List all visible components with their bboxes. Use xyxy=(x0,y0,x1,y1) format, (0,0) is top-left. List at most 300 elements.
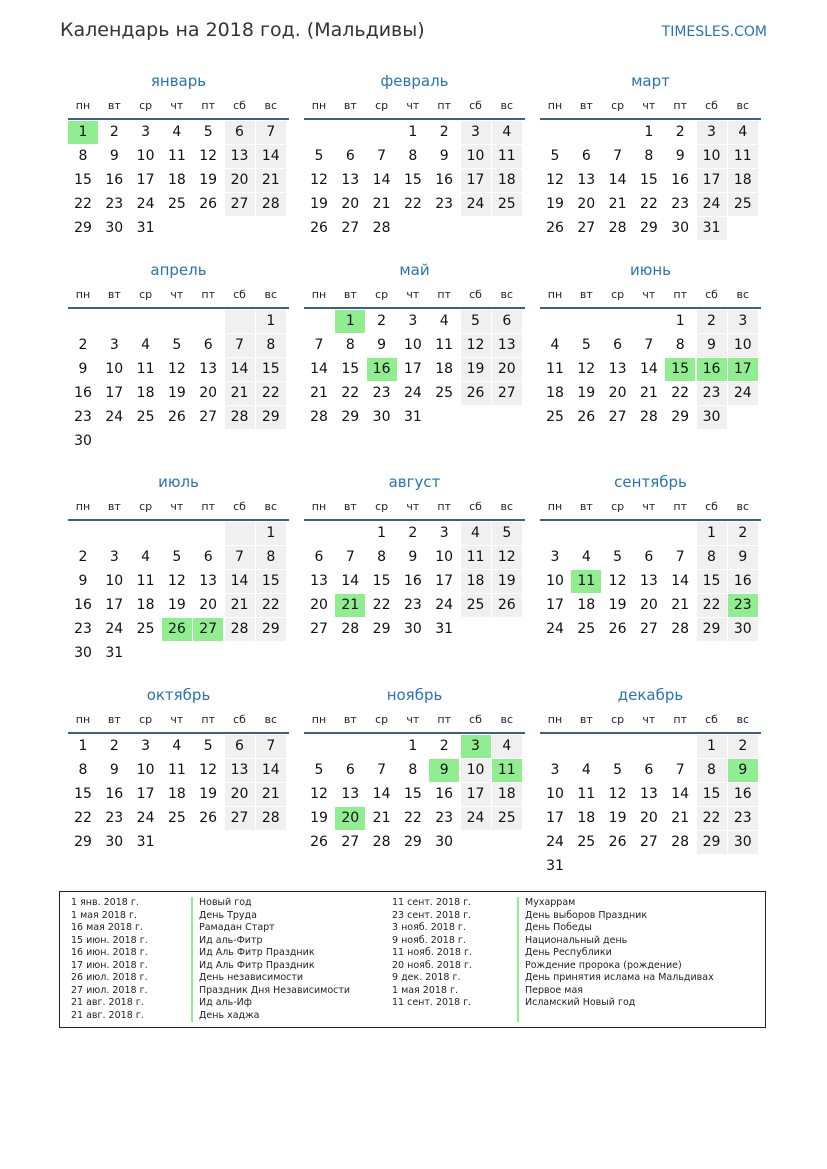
day-cell[interactable]: 28 xyxy=(225,618,255,641)
day-cell[interactable]: 29 xyxy=(74,220,92,236)
day-cell[interactable]: 5 xyxy=(314,762,324,778)
day-cell[interactable]: 23 xyxy=(435,196,454,212)
day-cell[interactable]: 19 xyxy=(310,810,328,826)
day-cell[interactable]: 3 xyxy=(109,549,119,565)
day-cell[interactable]: 9 xyxy=(408,549,418,565)
day-cell[interactable]: 14 xyxy=(225,570,255,593)
day-cell[interactable]: 7 xyxy=(613,148,623,164)
day-cell[interactable]: 12 xyxy=(546,172,564,188)
day-cell[interactable]: 9 xyxy=(728,546,758,569)
day-cell[interactable]: 5 xyxy=(172,337,182,353)
day-cell[interactable]: 11 xyxy=(136,573,155,589)
day-cell[interactable]: 1 xyxy=(644,124,654,140)
day-cell[interactable]: 25 xyxy=(492,193,522,216)
day-cell[interactable]: 29 xyxy=(256,406,286,429)
day-cell[interactable]: 31 xyxy=(105,645,124,661)
day-cell[interactable]: 22 xyxy=(256,594,286,617)
holiday-day-cell[interactable]: 16 xyxy=(697,358,727,381)
day-cell[interactable]: 17 xyxy=(105,385,124,401)
day-cell[interactable]: 11 xyxy=(167,762,186,778)
day-cell[interactable]: 2 xyxy=(728,522,758,545)
day-cell[interactable]: 21 xyxy=(256,783,286,806)
day-cell[interactable]: 8 xyxy=(377,549,387,565)
day-cell[interactable]: 18 xyxy=(435,361,454,377)
day-cell[interactable]: 5 xyxy=(461,310,491,333)
day-cell[interactable]: 28 xyxy=(341,621,360,637)
day-cell[interactable]: 27 xyxy=(577,220,596,236)
day-cell[interactable]: 30 xyxy=(74,645,92,661)
day-cell[interactable]: 31 xyxy=(546,858,564,874)
day-cell[interactable]: 29 xyxy=(671,409,690,425)
day-cell[interactable]: 4 xyxy=(492,735,522,758)
day-cell[interactable]: 18 xyxy=(136,385,155,401)
day-cell[interactable]: 17 xyxy=(403,361,422,377)
day-cell[interactable]: 24 xyxy=(546,834,564,850)
day-cell[interactable]: 17 xyxy=(105,597,124,613)
day-cell[interactable]: 22 xyxy=(341,385,360,401)
day-cell[interactable]: 9 xyxy=(78,361,88,377)
day-cell[interactable]: 22 xyxy=(639,196,658,212)
holiday-day-cell[interactable]: 3 xyxy=(461,735,491,758)
day-cell[interactable]: 12 xyxy=(310,786,328,802)
day-cell[interactable]: 15 xyxy=(372,573,391,589)
day-cell[interactable]: 30 xyxy=(105,834,124,850)
day-cell[interactable]: 16 xyxy=(435,172,454,188)
day-cell[interactable]: 24 xyxy=(105,621,124,637)
day-cell[interactable]: 29 xyxy=(697,831,727,854)
day-cell[interactable]: 5 xyxy=(550,148,560,164)
day-cell[interactable]: 3 xyxy=(141,738,151,754)
day-cell[interactable]: 10 xyxy=(105,361,124,377)
day-cell[interactable]: 8 xyxy=(697,546,727,569)
day-cell[interactable]: 4 xyxy=(141,337,151,353)
day-cell[interactable]: 19 xyxy=(546,196,564,212)
day-cell[interactable]: 13 xyxy=(199,573,218,589)
day-cell[interactable]: 12 xyxy=(199,148,218,164)
day-cell[interactable]: 27 xyxy=(310,621,328,637)
day-cell[interactable]: 23 xyxy=(728,807,758,830)
day-cell[interactable]: 15 xyxy=(403,786,422,802)
day-cell[interactable]: 27 xyxy=(225,807,255,830)
day-cell[interactable]: 24 xyxy=(403,385,422,401)
day-cell[interactable]: 30 xyxy=(74,433,92,449)
day-cell[interactable]: 16 xyxy=(105,172,124,188)
day-cell[interactable]: 16 xyxy=(435,786,454,802)
day-cell[interactable]: 27 xyxy=(608,409,627,425)
day-cell[interactable]: 2 xyxy=(109,124,119,140)
holiday-day-cell[interactable]: 15 xyxy=(665,358,695,381)
day-cell[interactable]: 3 xyxy=(550,762,560,778)
day-cell[interactable]: 16 xyxy=(403,573,422,589)
day-cell[interactable]: 3 xyxy=(439,525,449,541)
day-cell[interactable]: 8 xyxy=(644,148,654,164)
day-cell[interactable]: 16 xyxy=(728,783,758,806)
day-cell[interactable]: 19 xyxy=(492,570,522,593)
day-cell[interactable]: 13 xyxy=(577,172,596,188)
day-cell[interactable]: 19 xyxy=(310,196,328,212)
day-cell[interactable]: 27 xyxy=(341,834,360,850)
day-cell[interactable]: 30 xyxy=(372,409,391,425)
day-cell[interactable]: 15 xyxy=(697,570,727,593)
day-cell[interactable]: 22 xyxy=(671,385,690,401)
day-cell[interactable]: 29 xyxy=(372,621,391,637)
day-cell[interactable]: 20 xyxy=(639,597,658,613)
day-cell[interactable]: 31 xyxy=(435,621,454,637)
day-cell[interactable]: 28 xyxy=(639,409,658,425)
day-cell[interactable]: 25 xyxy=(136,621,155,637)
day-cell[interactable]: 7 xyxy=(345,549,355,565)
day-cell[interactable]: 27 xyxy=(341,220,360,236)
day-cell[interactable]: 7 xyxy=(256,735,286,758)
day-cell[interactable]: 8 xyxy=(256,546,286,569)
day-cell[interactable]: 25 xyxy=(435,385,454,401)
day-cell[interactable]: 25 xyxy=(546,409,564,425)
day-cell[interactable]: 28 xyxy=(225,406,255,429)
day-cell[interactable]: 8 xyxy=(408,762,418,778)
day-cell[interactable]: 6 xyxy=(613,337,623,353)
day-cell[interactable]: 21 xyxy=(225,594,255,617)
day-cell[interactable]: 20 xyxy=(492,358,522,381)
day-cell[interactable]: 23 xyxy=(435,810,454,826)
day-cell[interactable]: 14 xyxy=(310,361,328,377)
day-cell[interactable]: 21 xyxy=(310,385,328,401)
day-cell[interactable]: 28 xyxy=(671,834,690,850)
day-cell[interactable]: 18 xyxy=(492,169,522,192)
day-cell[interactable]: 26 xyxy=(199,810,218,826)
day-cell[interactable]: 5 xyxy=(581,337,591,353)
day-cell[interactable]: 17 xyxy=(136,786,155,802)
day-cell[interactable]: 26 xyxy=(577,409,596,425)
day-cell[interactable]: 14 xyxy=(256,759,286,782)
day-cell[interactable]: 2 xyxy=(675,124,685,140)
day-cell[interactable]: 1 xyxy=(377,525,387,541)
day-cell[interactable]: 24 xyxy=(461,807,491,830)
day-cell[interactable]: 8 xyxy=(697,759,727,782)
day-cell[interactable]: 28 xyxy=(372,834,391,850)
day-cell[interactable]: 12 xyxy=(461,334,491,357)
day-cell[interactable]: 13 xyxy=(639,786,658,802)
day-cell[interactable]: 21 xyxy=(671,597,690,613)
day-cell[interactable]: 6 xyxy=(203,337,213,353)
day-cell[interactable]: 13 xyxy=(310,573,328,589)
day-cell[interactable]: 8 xyxy=(408,148,418,164)
day-cell[interactable]: 24 xyxy=(435,597,454,613)
day-cell[interactable]: 10 xyxy=(461,759,491,782)
day-cell[interactable]: 24 xyxy=(697,193,727,216)
day-cell[interactable]: 17 xyxy=(461,169,491,192)
day-cell[interactable]: 25 xyxy=(492,807,522,830)
day-cell[interactable]: 6 xyxy=(581,148,591,164)
day-cell[interactable]: 18 xyxy=(461,570,491,593)
day-cell[interactable]: 4 xyxy=(172,124,182,140)
day-cell[interactable]: 21 xyxy=(372,196,391,212)
day-cell[interactable]: 27 xyxy=(639,834,658,850)
day-cell[interactable]: 19 xyxy=(167,385,186,401)
day-cell[interactable]: 15 xyxy=(256,358,286,381)
day-cell[interactable]: 14 xyxy=(341,573,360,589)
day-cell[interactable]: 25 xyxy=(577,834,596,850)
day-cell[interactable]: 30 xyxy=(728,618,758,641)
day-cell[interactable]: 19 xyxy=(608,597,627,613)
day-cell[interactable]: 21 xyxy=(671,810,690,826)
day-cell[interactable]: 24 xyxy=(136,810,155,826)
day-cell[interactable]: 4 xyxy=(172,738,182,754)
day-cell[interactable]: 28 xyxy=(256,807,286,830)
day-cell[interactable]: 25 xyxy=(167,810,186,826)
day-cell[interactable]: 15 xyxy=(74,786,92,802)
day-cell[interactable]: 21 xyxy=(639,385,658,401)
day-cell[interactable]: 28 xyxy=(608,220,627,236)
day-cell[interactable]: 22 xyxy=(256,382,286,405)
holiday-day-cell[interactable]: 1 xyxy=(68,121,98,144)
day-cell[interactable]: 11 xyxy=(728,145,758,168)
holiday-day-cell[interactable]: 9 xyxy=(728,759,758,782)
day-cell[interactable]: 1 xyxy=(675,313,685,329)
holiday-day-cell[interactable]: 11 xyxy=(571,570,601,593)
day-cell[interactable]: 2 xyxy=(377,313,387,329)
day-cell[interactable]: 21 xyxy=(372,810,391,826)
day-cell[interactable]: 28 xyxy=(372,220,391,236)
day-cell[interactable]: 12 xyxy=(608,573,627,589)
day-cell[interactable]: 30 xyxy=(697,406,727,429)
day-cell[interactable]: 13 xyxy=(608,361,627,377)
day-cell[interactable]: 10 xyxy=(697,145,727,168)
day-cell[interactable]: 30 xyxy=(435,834,454,850)
day-cell[interactable]: 3 xyxy=(728,310,758,333)
day-cell[interactable]: 27 xyxy=(639,621,658,637)
day-cell[interactable]: 12 xyxy=(310,172,328,188)
day-cell[interactable]: 16 xyxy=(105,786,124,802)
day-cell[interactable]: 27 xyxy=(225,193,255,216)
site-link[interactable]: TIMESLES.COM xyxy=(661,24,767,40)
holiday-day-cell[interactable]: 9 xyxy=(429,759,459,782)
day-cell[interactable]: 10 xyxy=(546,786,564,802)
day-cell[interactable]: 11 xyxy=(435,337,454,353)
day-cell[interactable]: 29 xyxy=(341,409,360,425)
day-cell[interactable]: 13 xyxy=(639,573,658,589)
day-cell[interactable]: 12 xyxy=(608,786,627,802)
day-cell[interactable]: 24 xyxy=(136,196,155,212)
day-cell[interactable]: 2 xyxy=(78,549,88,565)
holiday-day-cell[interactable]: 21 xyxy=(335,594,365,617)
day-cell[interactable]: 27 xyxy=(199,409,218,425)
day-cell[interactable]: 29 xyxy=(256,618,286,641)
day-cell[interactable]: 22 xyxy=(697,594,727,617)
day-cell[interactable]: 10 xyxy=(136,148,155,164)
day-cell[interactable]: 13 xyxy=(225,145,255,168)
day-cell[interactable]: 25 xyxy=(136,409,155,425)
day-cell[interactable]: 20 xyxy=(199,597,218,613)
day-cell[interactable]: 1 xyxy=(78,738,88,754)
day-cell[interactable]: 4 xyxy=(581,549,591,565)
day-cell[interactable]: 4 xyxy=(439,313,449,329)
day-cell[interactable]: 11 xyxy=(136,361,155,377)
day-cell[interactable]: 4 xyxy=(728,121,758,144)
day-cell[interactable]: 9 xyxy=(109,148,119,164)
day-cell[interactable]: 23 xyxy=(697,382,727,405)
day-cell[interactable]: 21 xyxy=(225,382,255,405)
day-cell[interactable]: 20 xyxy=(225,783,255,806)
day-cell[interactable]: 8 xyxy=(675,337,685,353)
day-cell[interactable]: 7 xyxy=(377,762,387,778)
day-cell[interactable]: 5 xyxy=(314,148,324,164)
day-cell[interactable]: 17 xyxy=(136,172,155,188)
day-cell[interactable]: 14 xyxy=(671,573,690,589)
day-cell[interactable]: 5 xyxy=(203,124,213,140)
day-cell[interactable]: 6 xyxy=(203,549,213,565)
day-cell[interactable]: 7 xyxy=(675,549,685,565)
day-cell[interactable]: 29 xyxy=(639,220,658,236)
day-cell[interactable]: 6 xyxy=(345,148,355,164)
day-cell[interactable]: 5 xyxy=(492,522,522,545)
day-cell[interactable]: 14 xyxy=(256,145,286,168)
day-cell[interactable]: 21 xyxy=(256,169,286,192)
day-cell[interactable]: 2 xyxy=(697,310,727,333)
holiday-day-cell[interactable]: 27 xyxy=(193,618,223,641)
day-cell[interactable]: 7 xyxy=(314,337,324,353)
day-cell[interactable]: 26 xyxy=(608,834,627,850)
day-cell[interactable]: 22 xyxy=(74,196,92,212)
day-cell[interactable]: 6 xyxy=(492,310,522,333)
day-cell[interactable]: 31 xyxy=(136,220,155,236)
day-cell[interactable]: 20 xyxy=(341,196,360,212)
day-cell[interactable]: 21 xyxy=(608,196,627,212)
day-cell[interactable]: 18 xyxy=(577,810,596,826)
holiday-day-cell[interactable]: 16 xyxy=(367,358,397,381)
day-cell[interactable]: 26 xyxy=(492,594,522,617)
day-cell[interactable]: 15 xyxy=(256,570,286,593)
day-cell[interactable]: 17 xyxy=(697,169,727,192)
day-cell[interactable]: 25 xyxy=(461,594,491,617)
day-cell[interactable]: 11 xyxy=(546,361,564,377)
day-cell[interactable]: 25 xyxy=(728,193,758,216)
day-cell[interactable]: 5 xyxy=(203,738,213,754)
day-cell[interactable]: 3 xyxy=(697,121,727,144)
day-cell[interactable]: 15 xyxy=(74,172,92,188)
day-cell[interactable]: 19 xyxy=(577,385,596,401)
day-cell[interactable]: 7 xyxy=(644,337,654,353)
day-cell[interactable]: 7 xyxy=(256,121,286,144)
day-cell[interactable]: 12 xyxy=(199,762,218,778)
day-cell[interactable]: 19 xyxy=(199,172,218,188)
day-cell[interactable]: 15 xyxy=(639,172,658,188)
day-cell[interactable]: 22 xyxy=(697,807,727,830)
day-cell[interactable]: 2 xyxy=(439,738,449,754)
day-cell[interactable]: 26 xyxy=(310,834,328,850)
day-cell[interactable]: 24 xyxy=(546,621,564,637)
day-cell[interactable]: 5 xyxy=(172,549,182,565)
day-cell[interactable]: 14 xyxy=(639,361,658,377)
day-cell[interactable]: 17 xyxy=(546,597,564,613)
day-cell[interactable]: 2 xyxy=(439,124,449,140)
day-cell[interactable]: 10 xyxy=(461,145,491,168)
day-cell[interactable]: 14 xyxy=(608,172,627,188)
day-cell[interactable]: 6 xyxy=(225,735,255,758)
day-cell[interactable]: 18 xyxy=(167,786,186,802)
day-cell[interactable]: 19 xyxy=(461,358,491,381)
day-cell[interactable]: 13 xyxy=(341,172,360,188)
day-cell[interactable]: 1 xyxy=(697,735,727,758)
day-cell[interactable]: 23 xyxy=(671,196,690,212)
day-cell[interactable]: 8 xyxy=(78,148,88,164)
day-cell[interactable]: 14 xyxy=(372,786,391,802)
day-cell[interactable]: 5 xyxy=(613,549,623,565)
day-cell[interactable]: 25 xyxy=(577,621,596,637)
day-cell[interactable]: 25 xyxy=(167,196,186,212)
day-cell[interactable]: 3 xyxy=(109,337,119,353)
day-cell[interactable]: 3 xyxy=(408,313,418,329)
day-cell[interactable]: 16 xyxy=(74,597,92,613)
day-cell[interactable]: 13 xyxy=(225,759,255,782)
day-cell[interactable]: 6 xyxy=(644,762,654,778)
day-cell[interactable]: 10 xyxy=(105,573,124,589)
holiday-day-cell[interactable]: 20 xyxy=(335,807,365,830)
holiday-day-cell[interactable]: 26 xyxy=(162,618,192,641)
day-cell[interactable]: 18 xyxy=(167,172,186,188)
day-cell[interactable]: 22 xyxy=(372,597,391,613)
day-cell[interactable]: 18 xyxy=(136,597,155,613)
day-cell[interactable]: 11 xyxy=(577,786,596,802)
day-cell[interactable]: 6 xyxy=(345,762,355,778)
day-cell[interactable]: 7 xyxy=(225,546,255,569)
day-cell[interactable]: 4 xyxy=(581,762,591,778)
day-cell[interactable]: 20 xyxy=(310,597,328,613)
day-cell[interactable]: 29 xyxy=(74,834,92,850)
day-cell[interactable]: 28 xyxy=(671,621,690,637)
day-cell[interactable]: 22 xyxy=(403,810,422,826)
day-cell[interactable]: 1 xyxy=(408,124,418,140)
day-cell[interactable]: 26 xyxy=(546,220,564,236)
day-cell[interactable]: 15 xyxy=(403,172,422,188)
day-cell[interactable]: 4 xyxy=(550,337,560,353)
day-cell[interactable]: 3 xyxy=(461,121,491,144)
holiday-day-cell[interactable]: 11 xyxy=(492,759,522,782)
day-cell[interactable]: 2 xyxy=(109,738,119,754)
day-cell[interactable]: 18 xyxy=(492,783,522,806)
day-cell[interactable]: 11 xyxy=(461,546,491,569)
holiday-day-cell[interactable]: 23 xyxy=(728,594,758,617)
day-cell[interactable]: 16 xyxy=(671,172,690,188)
day-cell[interactable]: 1 xyxy=(256,522,286,545)
day-cell[interactable]: 23 xyxy=(403,597,422,613)
day-cell[interactable]: 24 xyxy=(105,409,124,425)
day-cell[interactable]: 20 xyxy=(608,385,627,401)
day-cell[interactable]: 26 xyxy=(167,409,186,425)
day-cell[interactable]: 29 xyxy=(697,618,727,641)
day-cell[interactable]: 14 xyxy=(372,172,391,188)
day-cell[interactable]: 30 xyxy=(403,621,422,637)
day-cell[interactable]: 7 xyxy=(225,334,255,357)
day-cell[interactable]: 7 xyxy=(377,148,387,164)
day-cell[interactable]: 31 xyxy=(136,834,155,850)
day-cell[interactable]: 3 xyxy=(550,549,560,565)
day-cell[interactable]: 4 xyxy=(461,522,491,545)
day-cell[interactable]: 10 xyxy=(136,762,155,778)
day-cell[interactable]: 20 xyxy=(199,385,218,401)
day-cell[interactable]: 18 xyxy=(577,597,596,613)
day-cell[interactable]: 10 xyxy=(728,334,758,357)
day-cell[interactable]: 9 xyxy=(439,148,449,164)
day-cell[interactable]: 9 xyxy=(78,573,88,589)
day-cell[interactable]: 28 xyxy=(256,193,286,216)
day-cell[interactable]: 9 xyxy=(697,334,727,357)
day-cell[interactable]: 10 xyxy=(546,573,564,589)
day-cell[interactable]: 9 xyxy=(109,762,119,778)
day-cell[interactable]: 17 xyxy=(461,783,491,806)
day-cell[interactable]: 30 xyxy=(728,831,758,854)
day-cell[interactable]: 22 xyxy=(74,810,92,826)
day-cell[interactable]: 26 xyxy=(310,220,328,236)
